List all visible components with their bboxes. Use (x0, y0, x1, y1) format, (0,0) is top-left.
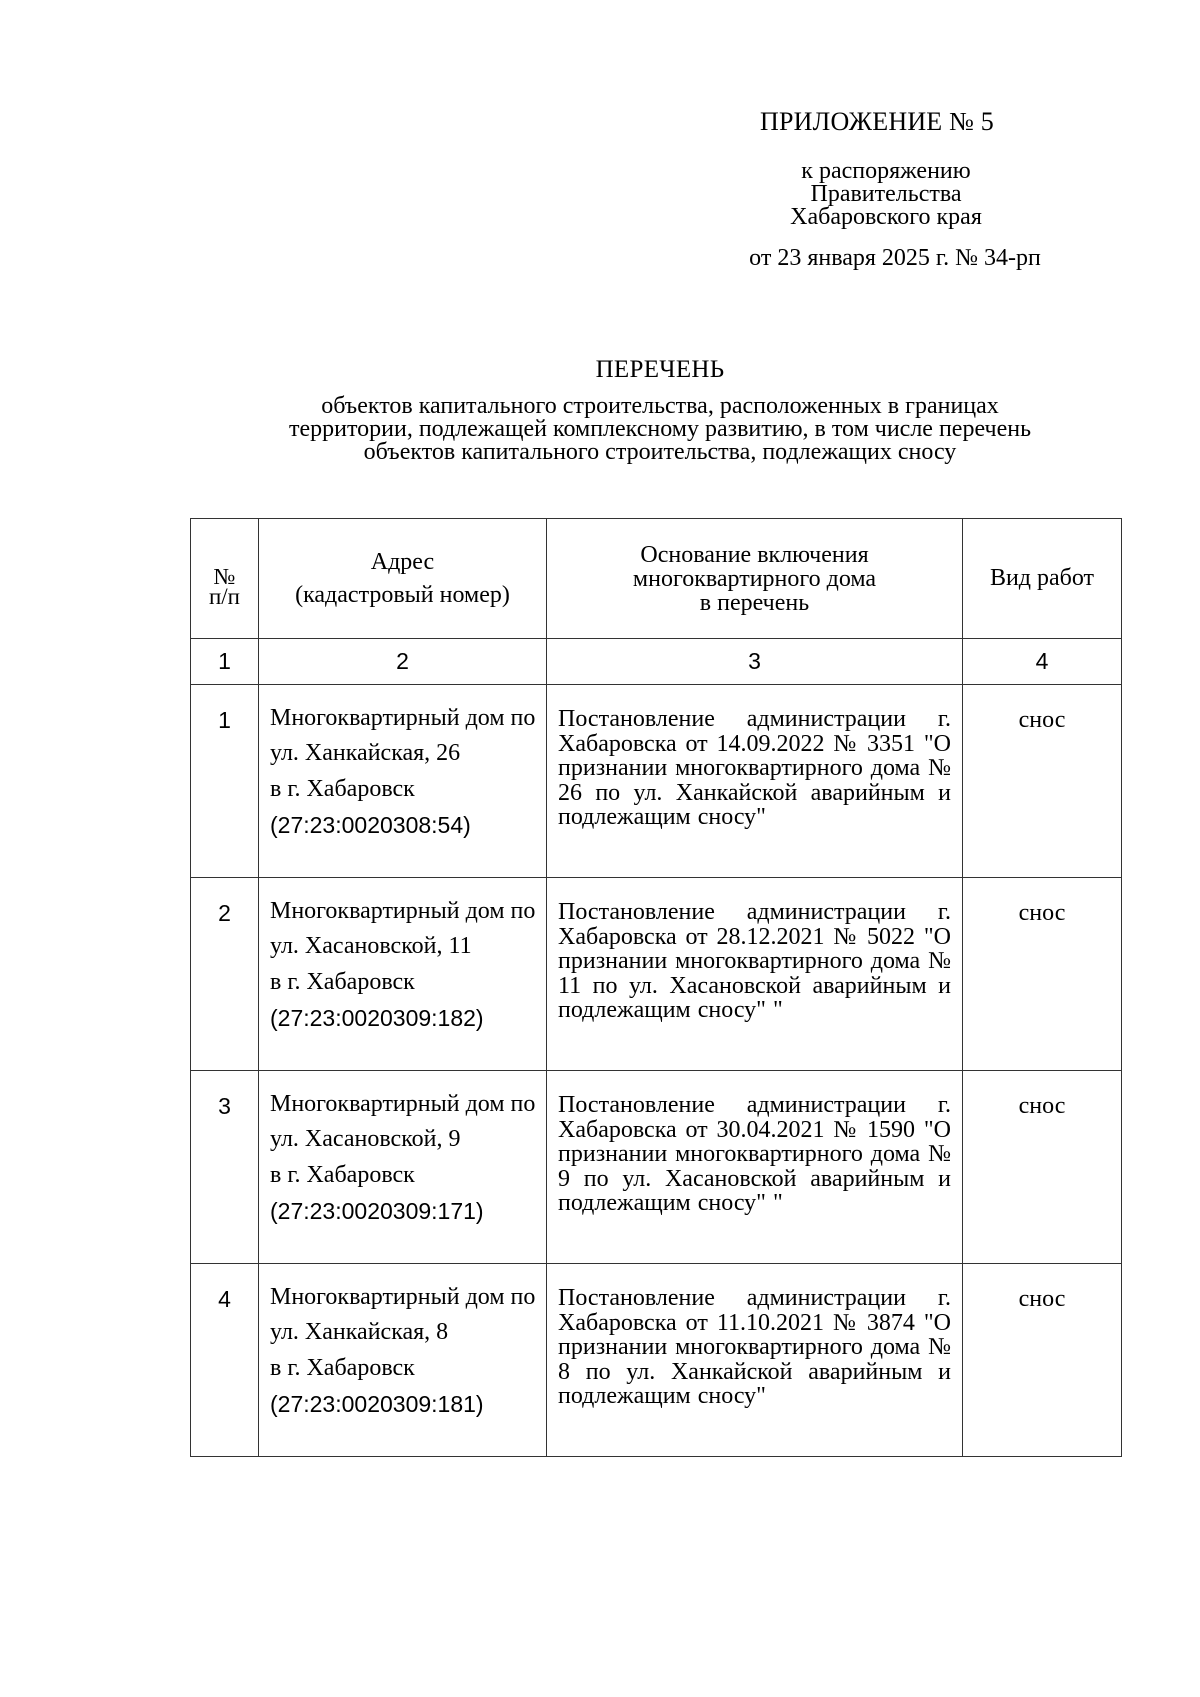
row-number: 4 (191, 1264, 259, 1457)
subtitle-line: объектов капитального строительства, подлежащих сносу (363, 439, 957, 465)
row-number: 3 (191, 1071, 259, 1264)
column-index: 1 (191, 639, 259, 685)
table-row (191, 1264, 1122, 1457)
row-address (259, 1264, 547, 1457)
order-date: от 23 января 2025 г. № 34-рп (749, 245, 1041, 271)
address-city: в г. Хабаровск (270, 1162, 415, 1188)
row-number: 1 (191, 685, 259, 878)
address-street: ул. Хасановской, 11 (270, 933, 472, 959)
subtitle-line: объектов капитального строительства, расположенных в границах (321, 393, 999, 419)
address-type: Многоквартирный дом по (270, 1091, 536, 1117)
order-line: к распоряжению (801, 158, 971, 184)
table-row (191, 685, 1122, 878)
cadastral-number: (27:23:0020308:54) (270, 812, 471, 838)
address-city: в г. Хабаровск (270, 776, 415, 802)
address-type: Многоквартирный дом по (270, 898, 536, 924)
column-index: 2 (259, 639, 547, 685)
header-basis-line: в перечень (699, 589, 810, 616)
header-address (259, 519, 547, 639)
address-city: в г. Хабаровск (270, 969, 415, 995)
table-header-row (191, 519, 1122, 639)
header-address-line: (кадастровый номер) (295, 581, 510, 608)
row-address (259, 878, 547, 1071)
document-subtitle (200, 395, 1120, 464)
column-index-row (191, 639, 1122, 685)
appendix-label: ПРИЛОЖЕНИЕ № 5 (760, 107, 994, 136)
header-basis-line: многоквартирного дома (632, 565, 877, 592)
row-basis: Постановление администрации г. Хабаровска от 14.09.2022 № 3351 "О признании многоквартирного дома № 26 по ул. Ханкайской аварийным и подлежащим сносу" (547, 685, 963, 878)
row-address (259, 1071, 547, 1264)
address-street: ул. Хасановской, 9 (270, 1126, 461, 1152)
row-work-type: снос (963, 878, 1122, 1071)
cadastral-number: (27:23:0020309:181) (270, 1391, 484, 1417)
table-row (191, 1071, 1122, 1264)
header-basis-line: Основание включения (640, 541, 869, 568)
address-type: Многоквартирный дом по (270, 1284, 536, 1310)
subtitle-line: территории, подлежащей комплексному развитию, в том числе перечень (288, 416, 1032, 442)
row-number: 2 (191, 878, 259, 1071)
address-street: ул. Ханкайская, 8 (270, 1319, 449, 1345)
row-work-type: снос (963, 685, 1122, 878)
document-title: ПЕРЕЧЕНЬ (595, 356, 725, 383)
header-number-pp: п/п (208, 584, 240, 609)
order-reference (756, 160, 1016, 229)
header-work-type: Вид работ (963, 519, 1122, 639)
row-work-type: снос (963, 1071, 1122, 1264)
column-index: 3 (547, 639, 963, 685)
row-basis: Постановление администрации г. Хабаровска от 28.12.2021 № 5022 "О признании многоквартирного дома № 11 по ул. Хасановской аварийным и подлежащим сносу" " (547, 878, 963, 1071)
header-basis (547, 519, 963, 639)
order-line: Правительства (810, 181, 962, 207)
header-number-sign: № (213, 564, 236, 589)
address-street: ул. Ханкайская, 26 (270, 740, 461, 766)
row-basis: Постановление администрации г. Хабаровска от 30.04.2021 № 1590 "О признании многоквартирного дома № 9 по ул. Хасановской аварийным и подлежащим сносу" " (547, 1071, 963, 1264)
cadastral-number: (27:23:0020309:182) (270, 1005, 484, 1031)
order-line: Хабаровского края (790, 204, 982, 230)
header-number (191, 519, 259, 639)
row-basis: Постановление администрации г. Хабаровска от 11.10.2021 № 3874 "О признании многоквартирного дома № 8 по ул. Ханкайской аварийным и подлежащим сносу" (547, 1264, 963, 1457)
objects-table (190, 518, 1122, 1457)
cadastral-number: (27:23:0020309:171) (270, 1198, 484, 1224)
row-work-type: снос (963, 1264, 1122, 1457)
address-city: в г. Хабаровск (270, 1355, 415, 1381)
header-address-line: Адрес (370, 548, 435, 575)
column-index: 4 (963, 639, 1122, 685)
row-address (259, 685, 547, 878)
address-type: Многоквартирный дом по (270, 705, 536, 731)
table-row (191, 878, 1122, 1071)
